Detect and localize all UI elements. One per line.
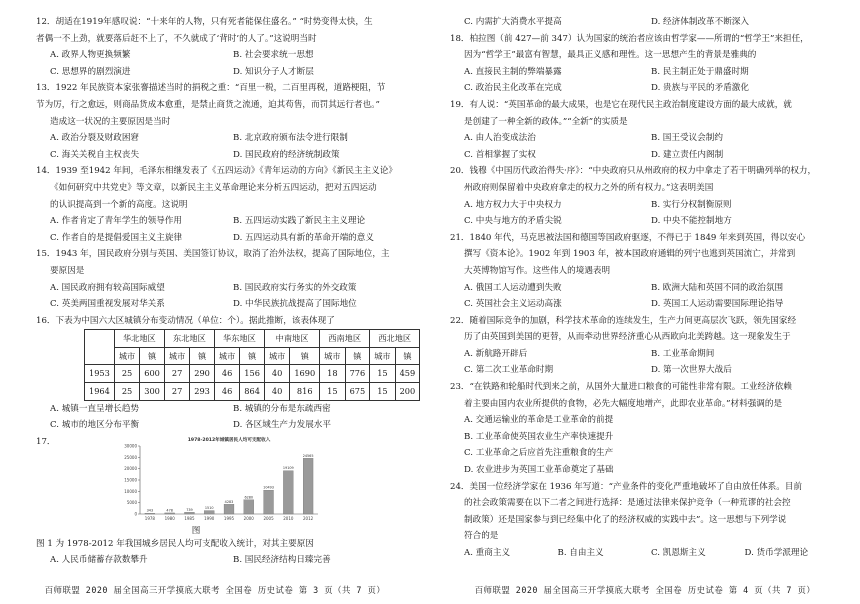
table-region-header: 西北地区 <box>370 330 420 348</box>
question-text: 22．随着国际竞争的加剧，科学技术革命的连续发生，生产力间更高层次飞跃，领先国家经 <box>450 315 797 326</box>
bar <box>283 471 293 514</box>
option-b[interactable]: B. 实行分权制衡原则 <box>651 199 732 210</box>
options-row <box>36 280 416 297</box>
table-subheader-row <box>85 347 420 365</box>
bar <box>303 458 313 514</box>
table-row <box>85 365 420 383</box>
option-c[interactable]: C. 内需扩大消费水平提高 <box>464 17 562 27</box>
table-cell: 40 <box>264 365 289 383</box>
table-cell: 25 <box>114 365 139 383</box>
question-text: 制政策）还是国家参与到已经集中化了的经济权威的实践中去”。这一思想与下列学说 <box>464 514 787 525</box>
option-a[interactable]: A. 城镇一直呈增长趋势 <box>50 403 140 414</box>
question-text: 23．“在铁路和轮船时代到来之前，从国外大量进口粮食的可能性非常有限。工业经济依赖 <box>450 382 792 393</box>
table-cell: 1690 <box>290 365 320 383</box>
table-cell: 816 <box>290 383 320 401</box>
option-b[interactable]: B. 欧洲大陆和英国不同的政治氛围 <box>651 282 784 293</box>
option-c[interactable]: C. 英美两国重视发展对华关系 <box>50 299 165 310</box>
table-cell: 290 <box>190 365 215 383</box>
table-subheader: 城市 <box>320 347 345 365</box>
option-d[interactable]: D. 中华民族抗战提高了国际地位 <box>233 299 357 310</box>
table-year-cell: 1964 <box>85 383 115 401</box>
x-tick-label: 2005 <box>263 515 274 521</box>
option-d[interactable]: D. 国民政府的经济统制政策 <box>233 149 340 160</box>
table-year-cell: 1953 <box>85 365 115 383</box>
option-c[interactable]: C. 海关关税自主权丧失 <box>50 149 140 160</box>
table-subheader: 镇 <box>190 347 215 365</box>
table-cell: 293 <box>190 383 215 401</box>
option-a[interactable]: A. 地方权力大于中央权力 <box>464 199 562 210</box>
option-a[interactable]: A. 国民政府拥有较高国际威望 <box>50 282 165 293</box>
bar <box>224 504 234 514</box>
y-tick-label: 15000 <box>124 477 137 483</box>
table-region-header: 华北地区 <box>114 330 164 348</box>
bar-value-label: 4283 <box>224 499 234 504</box>
question-20 <box>450 163 838 229</box>
option-a[interactable]: A. 直接民主制的弊端暴露 <box>464 66 562 77</box>
option-b[interactable]: B. 城镇的分布是东疏西密 <box>233 403 331 414</box>
option-d[interactable]: D. 建立责任内阁制 <box>651 149 724 160</box>
question-text: 符合的是 <box>464 531 499 542</box>
options-row <box>450 147 838 164</box>
x-tick-label: 2010 <box>283 515 294 521</box>
page-4 <box>430 0 860 604</box>
question-22 <box>450 313 838 379</box>
option-d[interactable]: D. 知识分子人才断层 <box>233 66 314 77</box>
question-text: 节为厉，行之愈远，则商品货成本愈重，是禁止商货之流通，迫其苟售，而罚其远行者也。” <box>36 99 380 110</box>
options-row <box>450 130 838 147</box>
table-cell: 15 <box>370 383 395 401</box>
question-23 <box>450 379 838 479</box>
question-text: 24．美国一位经济学家在 1936 年写道：“产业条件的变化严重地破坏了自由放任体系。目前 <box>450 481 803 492</box>
options-row <box>36 230 416 247</box>
option-b[interactable]: B. 国民经济结构日臻完善 <box>233 555 331 566</box>
y-tick-label: 5000 <box>126 500 137 506</box>
option-b[interactable]: B. 社会要求统一思想 <box>233 50 314 61</box>
question-14 <box>36 163 416 246</box>
option-d[interactable]: D. 英国工人运动需要国际理论指导 <box>651 299 784 310</box>
x-tick-label: 2012 <box>303 515 314 521</box>
bar-value-label: 1510 <box>204 505 214 510</box>
question-text: 19．有人说：“英国革命的最大成果，也是它在现代民主政治制度建设方面的最大成就，就 <box>450 99 792 110</box>
bar-value-label: 478 <box>166 508 173 513</box>
y-tick-label: 25000 <box>124 454 137 460</box>
option-a[interactable]: A. 人民币储蓄存款数攀升 <box>50 555 148 566</box>
table-cell: 776 <box>345 365 370 383</box>
option-a[interactable]: A. 重商主义 <box>464 548 511 558</box>
bar-value-label: 24565 <box>302 453 314 458</box>
question-text: 14．1939 至1942 年间，毛泽东相继发表了《五四运动》《青年运动的方向》《新民主主义论》 <box>36 166 397 177</box>
y-tick-label: 0 <box>134 511 137 517</box>
y-tick-label: 20000 <box>124 466 137 472</box>
options-row <box>450 280 838 297</box>
question-text: 撰写《资本论》。1902 年到 1903 年，被本国政府通辑的列宁也逃到英国流亡，并常到 <box>464 249 796 260</box>
question-number: 17． <box>36 436 56 447</box>
question-21 <box>450 230 838 313</box>
question-text: 因为“哲学王”最富有智慧，最具正义感和理性。这一思想产生的背景是雅典的 <box>464 50 757 61</box>
table-cell: 46 <box>214 383 239 401</box>
option-b[interactable]: B. 工业革命使英国农业生产率快速提升 <box>464 431 614 442</box>
question-text: 的认识提高到一个新的高度。这说明 <box>50 199 188 210</box>
question-24 <box>450 479 838 562</box>
question-text: 要原因是 <box>50 265 85 276</box>
table-subheader: 城市 <box>370 347 395 365</box>
table-subheader: 城市 <box>214 347 239 365</box>
table-cell: 18 <box>320 365 345 383</box>
options-row <box>36 417 416 434</box>
options-row <box>36 213 416 230</box>
question-text: 造成这一状况的主要原因是当时 <box>50 116 171 127</box>
option-a[interactable]: A. 交通运输业的革命是工业革命的前提 <box>464 415 614 426</box>
options-row <box>450 197 838 214</box>
table-region-header: 中南地区 <box>264 330 319 348</box>
options-row <box>450 346 838 363</box>
options-row <box>450 362 838 379</box>
option-c[interactable]: C. 政治民主化改革在完成 <box>464 83 562 94</box>
table-cell: 300 <box>140 383 165 401</box>
options-row <box>450 545 838 562</box>
question-15 <box>36 246 416 312</box>
question-19 <box>450 97 838 163</box>
option-d[interactable]: D. 贵族与平民的矛盾激化 <box>651 83 749 94</box>
table-region-header: 华东地区 <box>214 330 264 348</box>
bar-value-label: 739 <box>186 507 193 512</box>
question-text: 州政府则保留着中央政府拿走的权力之外的所有权力。”这表明美国 <box>464 182 714 193</box>
x-tick-label: 2000 <box>243 515 254 521</box>
option-c[interactable]: C. 中央与地方的矛盾尖锐 <box>464 216 562 227</box>
question-text: 13．1922 年民族资本家张謇描述当时的捐税之重：“百里一税，二百里再税，道路梗阻，节 <box>36 83 386 94</box>
option-a[interactable]: A. 政治分裂及财政困窘 <box>50 133 140 144</box>
table-cell: 459 <box>395 365 420 383</box>
option-d[interactable]: D. 货币学派理论 <box>744 548 809 558</box>
y-tick-label: 30000 <box>124 443 137 449</box>
table-cell: 27 <box>164 383 189 401</box>
question-text: 大英博物馆写作。这些伟人的境遇表明 <box>464 265 611 276</box>
question-text: 《如何研究中共党史》等文章，以新民主主义革命理论来分析五四运动，把对五四运动 <box>50 182 377 193</box>
bar-value-label: 10493 <box>263 485 274 490</box>
options-row <box>450 213 838 230</box>
table-corner-cell <box>85 330 115 365</box>
bar-value-label: 343 <box>146 508 154 513</box>
bar <box>244 500 254 514</box>
option-a[interactable]: A. 俄国工人运动遭到失败 <box>464 282 562 293</box>
option-a[interactable]: A. 政界人物更换频繁 <box>50 50 131 61</box>
question-text: 者偶一不上劲，就要落后赶不上了，不久就成了‘背时’的人了。”这说明当时 <box>36 33 317 44</box>
bar-value-label: 6280 <box>244 495 254 500</box>
figure-label: 图 <box>191 525 201 536</box>
question-17-continued <box>450 14 838 31</box>
table-cell: 600 <box>140 365 165 383</box>
table-subheader: 镇 <box>345 347 370 365</box>
option-c[interactable]: C. 英国社会主义运动高涨 <box>464 299 562 310</box>
option-a[interactable]: A. 由人治变成法治 <box>464 133 536 144</box>
option-b[interactable]: B. 国王受议会制约 <box>651 133 723 144</box>
x-tick-label: 1995 <box>223 515 235 521</box>
table-subheader: 镇 <box>240 347 265 365</box>
table-cell: 675 <box>345 383 370 401</box>
table-cell: 200 <box>395 383 420 401</box>
table-cell: 156 <box>240 365 265 383</box>
table-header-row <box>85 330 420 348</box>
option-c[interactable]: C. 作者自的是提倡爱国主义主旋律 <box>50 232 183 243</box>
table-region-header: 西南地区 <box>320 330 370 348</box>
table-cell: 15 <box>320 383 345 401</box>
options-row <box>450 64 838 81</box>
option-b[interactable]: B. 自由主义 <box>557 548 604 558</box>
bar <box>264 490 274 514</box>
options-row <box>36 47 416 64</box>
table-subheader: 镇 <box>290 347 320 365</box>
options-row <box>36 147 416 164</box>
options-row <box>36 552 416 569</box>
options-row <box>450 14 838 31</box>
bar <box>204 510 214 513</box>
option-c[interactable]: C. 凯恩斯主义 <box>651 548 706 558</box>
question-16 <box>36 313 416 434</box>
table-cell: 25 <box>114 383 139 401</box>
chart-title: 1978-2012年城镇居民人均可支配收入 <box>187 437 271 443</box>
y-tick-label: 10000 <box>124 488 137 494</box>
question-text: 历了由英国到美国的更替，从而牵动世界经济重心从西欧向北美跨越。这一现象发生于 <box>464 332 791 343</box>
bar <box>145 513 155 514</box>
option-d[interactable]: D. 农业进步为英国工业革命奠定了基础 <box>464 465 614 476</box>
table-subheader: 城市 <box>114 347 139 365</box>
question-text: 是创建了一种全新的政体。”“全新”的实质是 <box>464 116 628 127</box>
table-subheader: 城市 <box>264 347 289 365</box>
question-text: 18．柏拉图（前 427—前 347）认为国家的统治者应该由哲学家——所谓的“哲学王”来担任， <box>450 33 809 44</box>
option-c[interactable]: C. 第二次工业革命时期 <box>464 365 554 376</box>
question-text: 21．1840 年代，马克思被法国和德国等国政府驱逐，不得已于 1849 年来到英国，得以安心 <box>450 232 806 243</box>
option-d[interactable]: D. 各区域生产力发展水平 <box>233 420 331 431</box>
question-text: 图 1 为 1978-2012 年我国城乡居民人均可支配收入统计，对其主要原因 <box>36 538 314 549</box>
option-b[interactable]: B. 国民政府实行务实的外交政策 <box>233 282 357 293</box>
options-row <box>36 401 416 418</box>
x-tick-label: 1985 <box>184 515 195 521</box>
option-d[interactable]: D. 中央不能控制地方 <box>651 216 732 227</box>
town-distribution-table <box>84 329 420 400</box>
options-row <box>36 296 416 313</box>
option-c[interactable]: C. 城市的地区分布平衡 <box>50 420 140 431</box>
option-d[interactable]: D. 经济体制改革不断深入 <box>651 17 749 27</box>
option-b[interactable]: B. 民主制正处于鼎盛时期 <box>651 66 749 77</box>
bar-value-label: 19109 <box>282 466 294 471</box>
question-text: 16．下表为中国六大区城镇分布变动情况（单位：个）。据此推断，该表体现了 <box>36 315 335 326</box>
option-c[interactable]: C. 工业革命之后应首先注重粮食的生产 <box>464 448 614 459</box>
question-17 <box>36 434 416 569</box>
options-row <box>450 296 838 313</box>
question-text: 12．胡适在1919年感叹说：“十来年的人物，只有死者能保住盛名。” “时势变得太快，生 <box>36 17 373 27</box>
chart-svg <box>118 434 328 526</box>
options-row <box>36 130 416 147</box>
option-c[interactable]: C. 思想界的剧烈演进 <box>50 66 131 77</box>
option-b[interactable]: B. 五四运动实践了新民主主义理论 <box>233 216 366 227</box>
question-text: 15．1943 年，国民政府分别与英国、美国签订协议，取消了治外法权，提高了国际地位，主 <box>36 249 390 260</box>
options-row <box>450 80 838 97</box>
page-footer: 百师联盟 2020 届全国高三开学摸底大联考 全国卷 历史试卷 第 4 页（共 7 页） <box>474 585 816 595</box>
bar <box>185 512 195 514</box>
page-footer: 百师联盟 2020 届全国高三开学摸底大联考 全国卷 历史试卷 第 3 页（共 7 页） <box>44 585 386 595</box>
x-tick-label: 1980 <box>164 515 175 521</box>
table-cell: 27 <box>164 365 189 383</box>
table-row <box>85 383 420 401</box>
question-text: 的社会政策需要在以下二者之间进行选择：是通过法律来保护竞争（一种荒谬的社会控 <box>464 498 791 509</box>
table-subheader: 镇 <box>395 347 420 365</box>
table-cell: 15 <box>370 365 395 383</box>
question-18 <box>450 31 838 97</box>
option-a[interactable]: A. 新航路开辟后 <box>464 348 528 359</box>
question-text: 20．钱穆《中国历代政治得失·序》：“中央政府只从州政府的权力中拿走了若干明确列举的权力， <box>450 166 817 177</box>
option-d[interactable]: D. 第一次世界大战后 <box>651 365 732 376</box>
table-region-header: 东北地区 <box>164 330 214 348</box>
option-a[interactable]: A. 作者肯定了青年学生的领导作用 <box>50 216 182 227</box>
table-cell: 864 <box>240 383 265 401</box>
x-tick-label: 1990 <box>204 515 215 521</box>
question-12 <box>36 14 416 80</box>
table-cell: 40 <box>264 383 289 401</box>
option-c[interactable]: C. 首相掌握了实权 <box>464 149 536 160</box>
table-subheader: 镇 <box>140 347 165 365</box>
option-b[interactable]: B. 工业革命期间 <box>651 348 715 359</box>
option-b[interactable]: B. 北京政府颁布法令进行限制 <box>233 133 348 144</box>
options-row <box>36 64 416 81</box>
x-tick-label: 1978 <box>144 515 155 521</box>
table-subheader: 城市 <box>164 347 189 365</box>
option-d[interactable]: D. 五四运动具有新的革命开端的意义 <box>233 232 374 243</box>
question-text: 着主要由国内农业所提供的食物，必先大幅度地增产，此即农业革命。”材料强调的是 <box>464 398 783 409</box>
table-cell: 46 <box>214 365 239 383</box>
income-bar-chart <box>118 434 328 526</box>
bar <box>165 513 175 514</box>
question-13 <box>36 80 416 163</box>
